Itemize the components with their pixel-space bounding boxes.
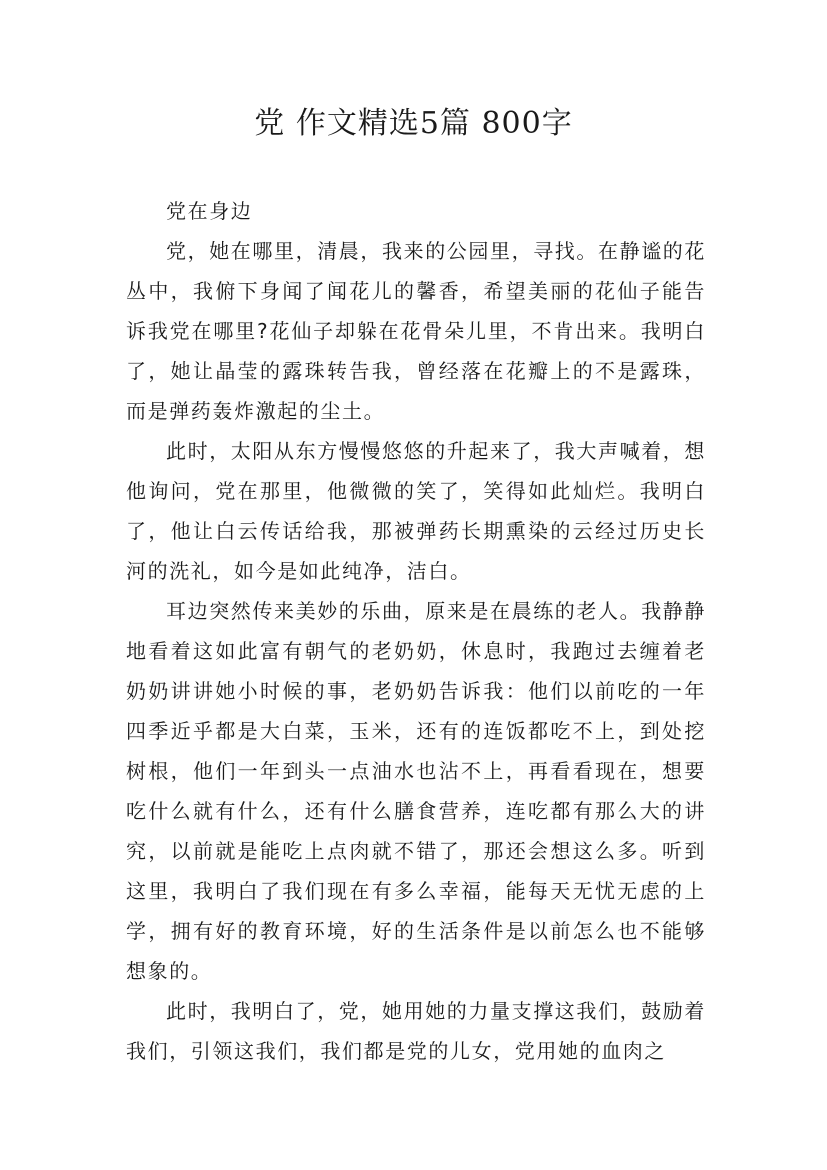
paragraph: 此时，我明白了，党，她用她的力量支撑这我们，鼓励着我们，引领这我们，我们都是党的儿女，党用她的血肉之 (126, 999, 706, 1063)
document-title: 党 作文精选5篇 800字 (254, 106, 573, 141)
paragraph: 此时，太阳从东方慢慢悠悠的升起来了，我大声喊着，想他询问，党在那里，他微微的笑了，笑得如此灿烂。我明白了，他让白云传话给我，那被弹药长期熏染的云经过历史长河的洗礼，如今是如此纯净，洁白。 (126, 439, 706, 583)
paragraph: 耳边突然传来美妙的乐曲，原来是在晨练的老人。我静静地看着这如此富有朝气的老奶奶，休息时，我跑过去缠着老奶奶讲讲她小时候的事，老奶奶告诉我：他们以前吃的一年四季近乎都是大白菜，玉米，还有的连饭都吃不上，到处挖树根，他们一年到头一点油水也沾不上，再看看现在，想要吃什么就有什么，还有什么膳食营养，连吃都有那么大的讲究，以前就是能吃上点肉就不错了，那还会想这么多。听到这里，我明白了我们现在有多么幸福，能每天无忧无虑的上学，拥有好的教育环境，好的生活条件是以前怎么也不能够想象的。 (126, 599, 706, 983)
essay-subtitle: 党在身边 (166, 199, 253, 223)
document-body (126, 191, 706, 1071)
paragraph: 党，她在哪里，清晨，我来的公园里，寻找。在静谧的花丛中，我俯下身闻了闻花儿的馨香，希望美丽的花仙子能告诉我党在哪里?花仙子却躲在花骨朵儿里，不肯出来。我明白了，她让晶莹的露珠转告我，曾经落在花瓣上的不是露珠，而是弹药轰炸激起的尘土。 (126, 239, 706, 423)
